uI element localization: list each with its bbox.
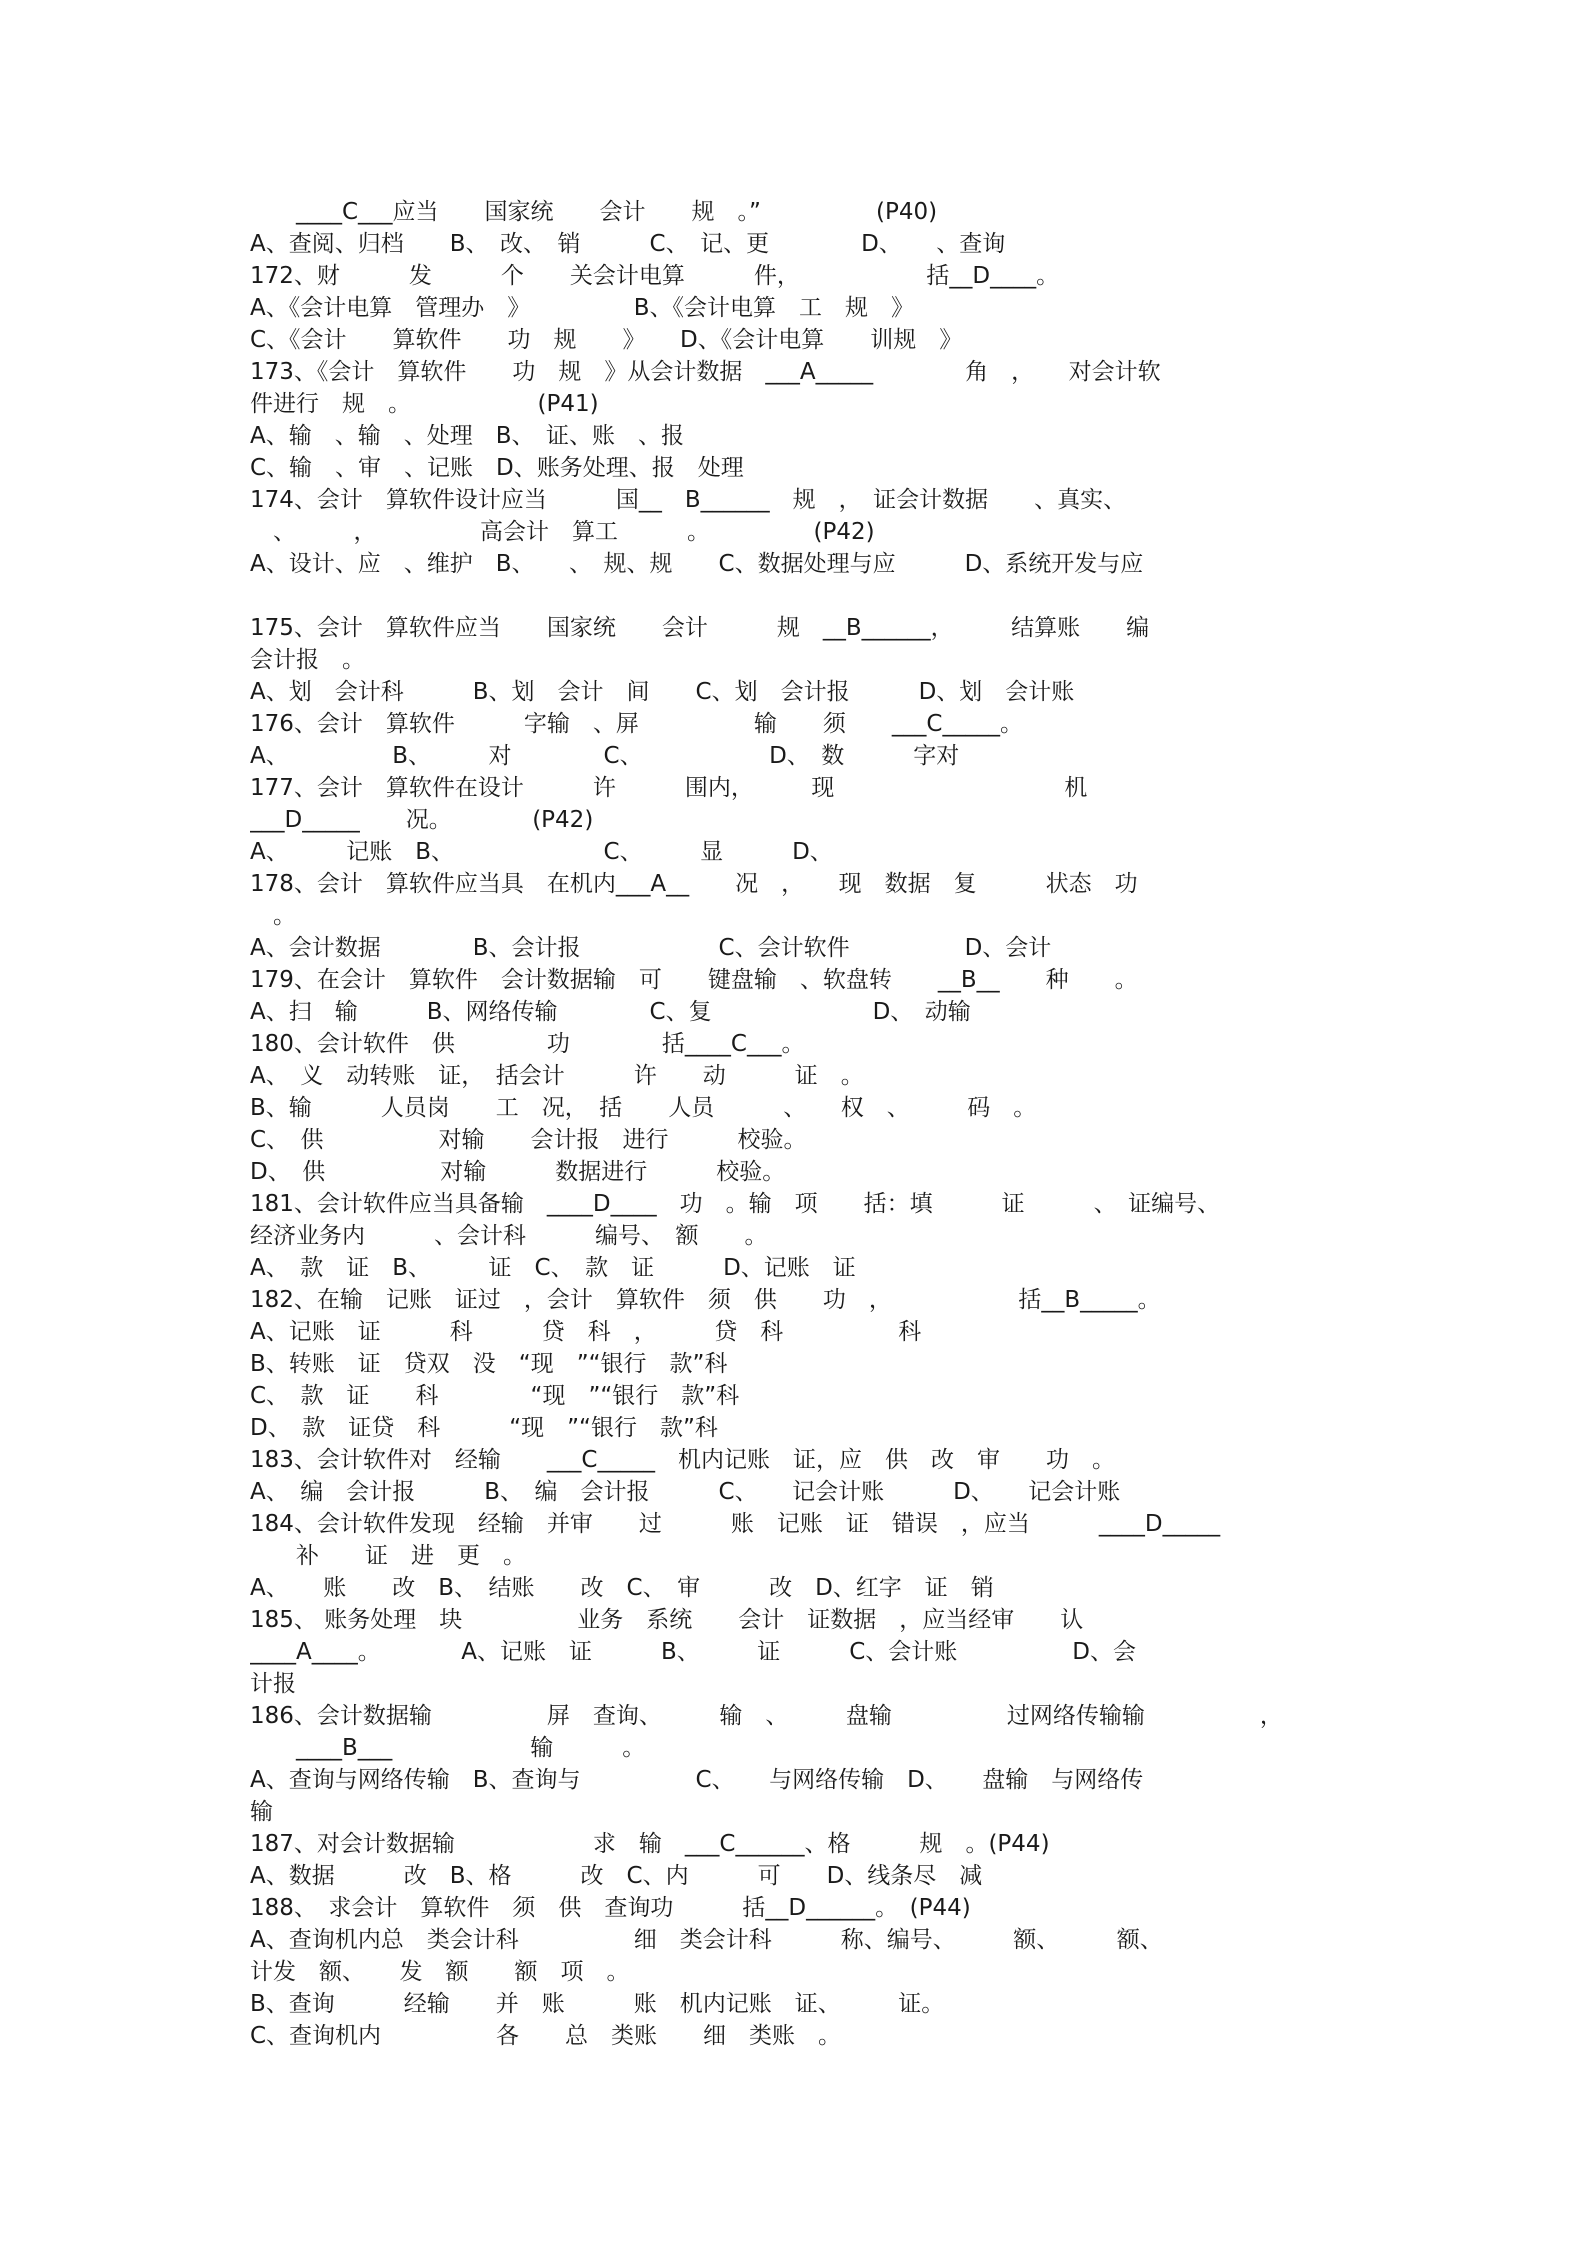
text-line: C、输 、审 、记账 D、账务处理、报 处理 — [250, 455, 744, 481]
text-line: 184、会计软件发现 经输 并审 过 账 记账 证 错误 ，应当 ____D_____ — [250, 1511, 1221, 1537]
text-line: 173、《会计 算软件 功 规 》从会计数据 ___A_____ 角 ， 对会计软 — [250, 359, 1161, 385]
text-line: C、 款 证 科 “现 ”“银行 款”科 — [250, 1383, 740, 1409]
text-line — [250, 581, 1360, 611]
text-line: C、 供 对输 会计报 进行 校验。 — [250, 1127, 807, 1153]
text-line: B、输 人员岗 工 况， 括 人员 、 权 、 码 。 — [250, 1095, 1037, 1121]
text-line: A、 记账 B、 C、 显 D、 — [250, 839, 833, 865]
text-line: 输 — [250, 1799, 273, 1825]
text-line: A、 义 动转账 证， 括会计 许 动 证 。 — [250, 1063, 864, 1089]
text-line: 180、会计软件 供 功 括____C___。 — [250, 1031, 805, 1057]
text-line: 会计报 。 — [250, 647, 365, 673]
text-line: ____C___应当 国家统 会计 规 。” (P40) — [250, 199, 938, 225]
text-line: ____B___ 输 。 — [250, 1735, 646, 1761]
text-line: 175、会计 算软件应当 国家统 会计 规 __B______， 结算账 编 — [250, 615, 1150, 641]
text-line: D、 款 证贷 科 “现 ”“银行 款”科 — [250, 1415, 718, 1441]
text-line: 计报 — [250, 1671, 296, 1697]
text-line: A、会计数据 B、会计报 C、会计软件 D、会计 — [250, 935, 1052, 961]
text-line: 172、财 发 个 关会计电算 件， 括__D____。 — [250, 263, 1060, 289]
text-line: 补 证 进 更 。 — [250, 1543, 526, 1569]
text-line: A、扫 输 B、网络传输 C、复 D、 动输 — [250, 999, 971, 1025]
text-line: 182、在输 记账 证过 ，会计 算软件 须 供 功 ， 括__B_____。 — [250, 1287, 1161, 1313]
text-line: 181、会计软件应当具备输 ____D____ 功 。输 项 括：填 证 、 证编号、 — [250, 1191, 1221, 1217]
text-line: 176、会计 算软件 字输 、屏 输 须 ___C_____。 — [250, 711, 1023, 737]
text-line: A、 编 会计报 B、 编 会计报 C、 记会计账 D、 记会计账 — [250, 1479, 1121, 1505]
text-line: 。 — [250, 903, 296, 929]
text-line: 计发 额、 发 额 额 项 。 — [250, 1959, 630, 1985]
text-line: A、《会计电算 管理办 》 B、《会计电算 工 规 》 — [250, 295, 915, 321]
text-line: 、 ， 高会计 算工 。 (P42) — [250, 519, 875, 545]
text-line: A、查询机内总 类会计科 细 类会计科 称、编号、 额、 额、 — [250, 1927, 1163, 1953]
text-line: A、查询与网络传输 B、查询与 C、 与网络传输 D、 盘输 与网络传 — [250, 1767, 1144, 1793]
text-line: A、查阅、归档 B、 改、 销 C、 记、更 D、 、查询 — [250, 231, 1006, 257]
text-line: A、 款 证 B、 证 C、 款 证 D、记账 证 — [250, 1255, 856, 1281]
text-line: 186、会计数据输 屏 查询、 输 、 盘输 过网络传输输 ， — [250, 1703, 1283, 1729]
text-line: 178、会计 算软件应当具 在机内___A__ 况 ， 现 数据 复 状态 功 — [250, 871, 1138, 897]
text-line: 183、会计软件对 经输 ___C_____ 机内记账 证，应 供 改 审 功 。 — [250, 1447, 1115, 1473]
text-line: A、划 会计科 B、划 会计 间 C、划 会计报 D、划 会计账 — [250, 679, 1075, 705]
text-line: ___D_____ 况。 (P42) — [250, 807, 594, 833]
text-line: ____A____。 A、记账 证 B、 证 C、会计账 D、会 — [250, 1639, 1137, 1665]
text-line: A、设计、应 、维护 B、 、 规、规 C、数据处理与应 D、系统开发与应 — [250, 551, 1144, 577]
text-line: A、数据 改 B、格 改 C、内 可 D、线条尽 减 — [250, 1863, 983, 1889]
text-line: 187、对会计数据输 求 输 ___C______、格 规 。(P44) — [250, 1831, 1050, 1857]
text-line: 177、会计 算软件在设计 许 围内， 现 机 — [250, 775, 1088, 801]
text-line: D、 供 对输 数据进行 校验。 — [250, 1159, 786, 1185]
text-line: C、《会计 算软件 功 规 》 D、《会计电算 训规 》 — [250, 327, 963, 353]
text-line: A、 B、 对 C、 D、 数 字对 — [250, 743, 960, 769]
text-line: A、 账 改 B、 结账 改 C、 审 改 D、红字 证 销 — [250, 1575, 994, 1601]
text-line: B、查询 经输 并 账 账 机内记账 证、 证。 — [250, 1991, 945, 2017]
text-line: 174、会计 算软件设计应当 国__ B______ 规 ， 证会计数据 、真实、 — [250, 487, 1127, 513]
text-line: A、输 、输 、处理 B、 证、账 、报 — [250, 423, 685, 449]
text-line: 经济业务内 、会计科 编号、 额 。 — [250, 1223, 768, 1249]
text-line: A、记账 证 科 贷 科 ， 贷 科 科 — [250, 1319, 922, 1345]
text-line: B、转账 证 贷双 没 “现 ”“银行 款”科 — [250, 1351, 728, 1377]
text-line: 185、 账务处理 块 业务 系统 会计 证数据 ，应当经审 认 — [250, 1607, 1084, 1633]
text-line: C、查询机内 各 总 类账 细 类账 。 — [250, 2023, 842, 2049]
text-line: 179、在会计 算软件 会计数据输 可 键盘输 、软盘转 __B__ 种 。 — [250, 967, 1138, 993]
text-line: 188、 求会计 算软件 须 供 查询功 括__D______。 (P44) — [250, 1895, 971, 1921]
text-line: 件进行 规 。 (P41) — [250, 391, 599, 417]
